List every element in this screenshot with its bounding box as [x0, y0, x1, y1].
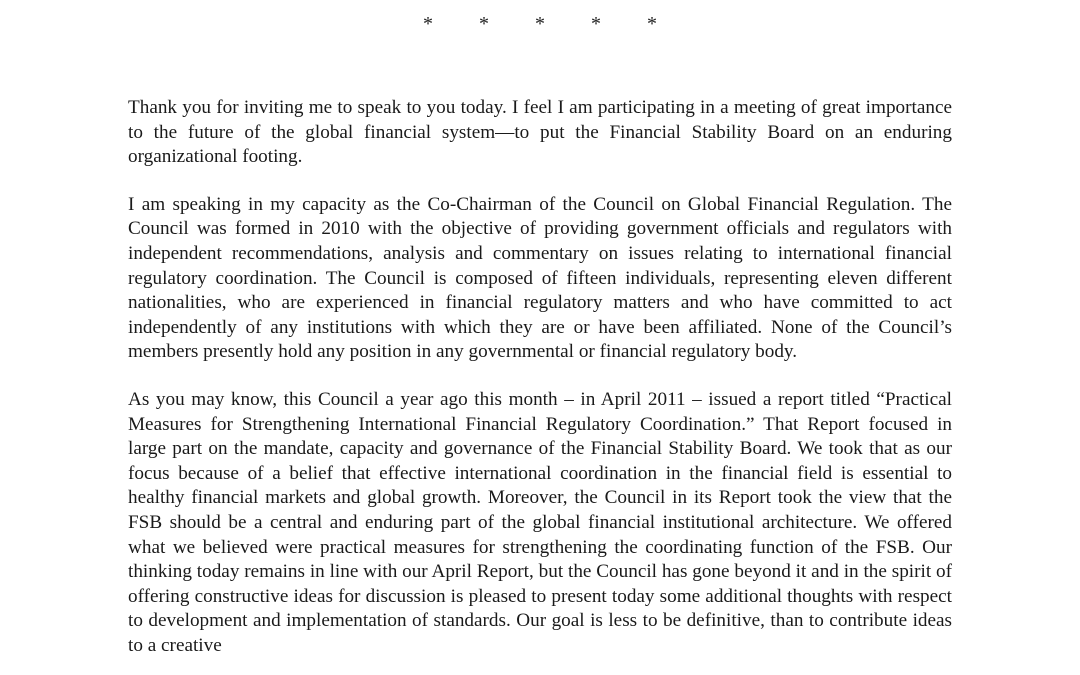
paragraph-2: I am speaking in my capacity as the Co-Chairman of the Council on Global Financial Regulation. The Council was formed in 2010 with the objective of providing government officials and regulators with independent recommendations, analysis and commentary on issues relating to international financial regulatory coordination. The Council is composed of fifteen individuals, representing eleven different nationalities, who are experienced in financial regulatory matters and who have committed to act independently of any institutions with which they are or have been affiliated. None of the Council’s members presently hold any position in any governmental or financial regulatory body. — [128, 193, 952, 363]
asterisk-section-separator: * * * * * — [423, 13, 669, 35]
document-text-column — [128, 0, 952, 658]
document-body — [128, 96, 952, 658]
paragraph-3: As you may know, this Council a year ago this month – in April 2011 – issued a report titled “Practical Measures for Strengthening International Financial Regulatory Coordination.” That Report focused in large part on the mandate, capacity and governance of the Financial Stability Board. We took that as our focus because of a belief that effective international coordination in the financial field is essential to healthy financial markets and global growth. Moreover, the Council in its Report took the view that the FSB should be a central and enduring part of the global financial institutional architecture. We offered what we believed were practical measures for strengthening the coordinating function of the FSB. Our thinking today remains in line with our April Report, but the Council has gone beyond it and in the spirit of offering constructive ideas for discussion is pleased to present today some additional thoughts with respect to development and implementation of standards. Our goal is less to be definitive, than to contribute ideas to a creative — [128, 388, 952, 656]
paragraph-1: Thank you for inviting me to speak to you today. I feel I am participating in a meeting of great importance to the future of the global financial system—to put the Financial Stability Board on an enduring organizational footing. — [128, 97, 952, 168]
